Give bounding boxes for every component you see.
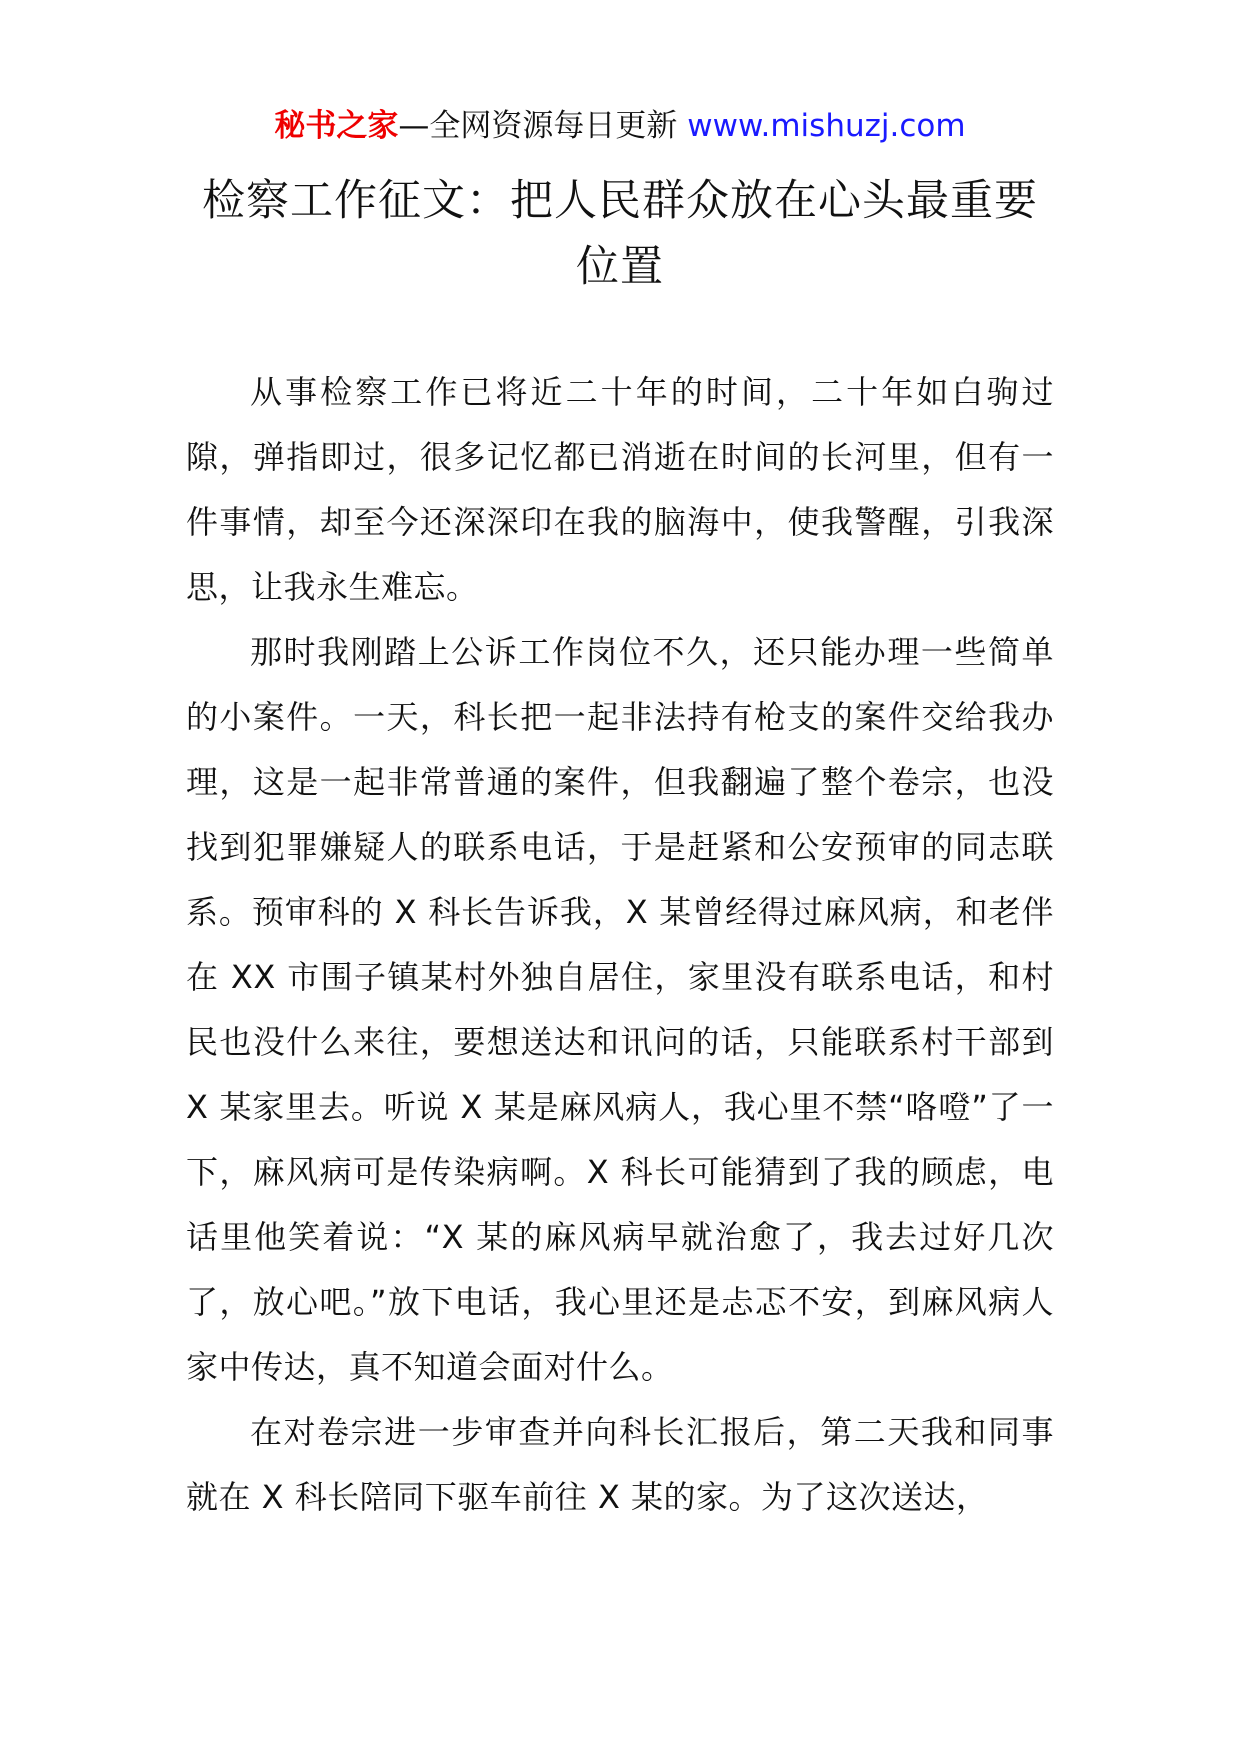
site-brand: 秘书之家: [274, 108, 399, 144]
paragraph: 那时我刚踏上公诉工作岗位不久，还只能办理一些简单的小案件。一天，科长把一起非法持有枪支的案件交给我办理，这是一起非常普通的案件，但我翻遍了整个卷宗，也没找到犯罪嫌疑人的联系电话，于是赶紧和公安预审的同志联系。预审科的 X 科长告诉我，X 某曾经得过麻风病，和老伴在 XX 市围子镇某村外独自居住，家里没有联系电话，和村民也没什么来往，要想送达和讯问的话，只能联系村干部到 X 某家里去。听说 X 某是麻风病人，我心里不禁“咯噔”了一下，麻风病可是传染病啊。X 科长可能猜到了我的顾虑，电话里他笑着说：“X 某的麻风病早就治愈了，我去过好几次了，放心吧。”放下电话，我心里还是忐忑不安，到麻风病人家中传达，真不知道会面对什么。: [186, 633, 1054, 1386]
paragraph: 从事检察工作已将近二十年的时间，二十年如白驹过隙，弹指即过，很多记忆都已消逝在时间的长河里，但有一件事情，却至今还深深印在我的脑海中，使我警醒，引我深思，让我永生难忘。: [186, 373, 1054, 606]
site-url-link[interactable]: www.mishuzj.com: [687, 108, 966, 144]
document-title: 检察工作征文：把人民群众放在心头最重要位置: [202, 176, 1038, 292]
article-body: [186, 360, 1054, 1530]
site-slogan: —全网资源每日更新: [398, 108, 688, 144]
site-header: [0, 104, 1240, 148]
paragraph: 在对卷宗进一步审查并向科长汇报后，第二天我和同事就在 X 科长陪同下驱车前往 X 某的家。为了这次送达，: [186, 1413, 1054, 1516]
